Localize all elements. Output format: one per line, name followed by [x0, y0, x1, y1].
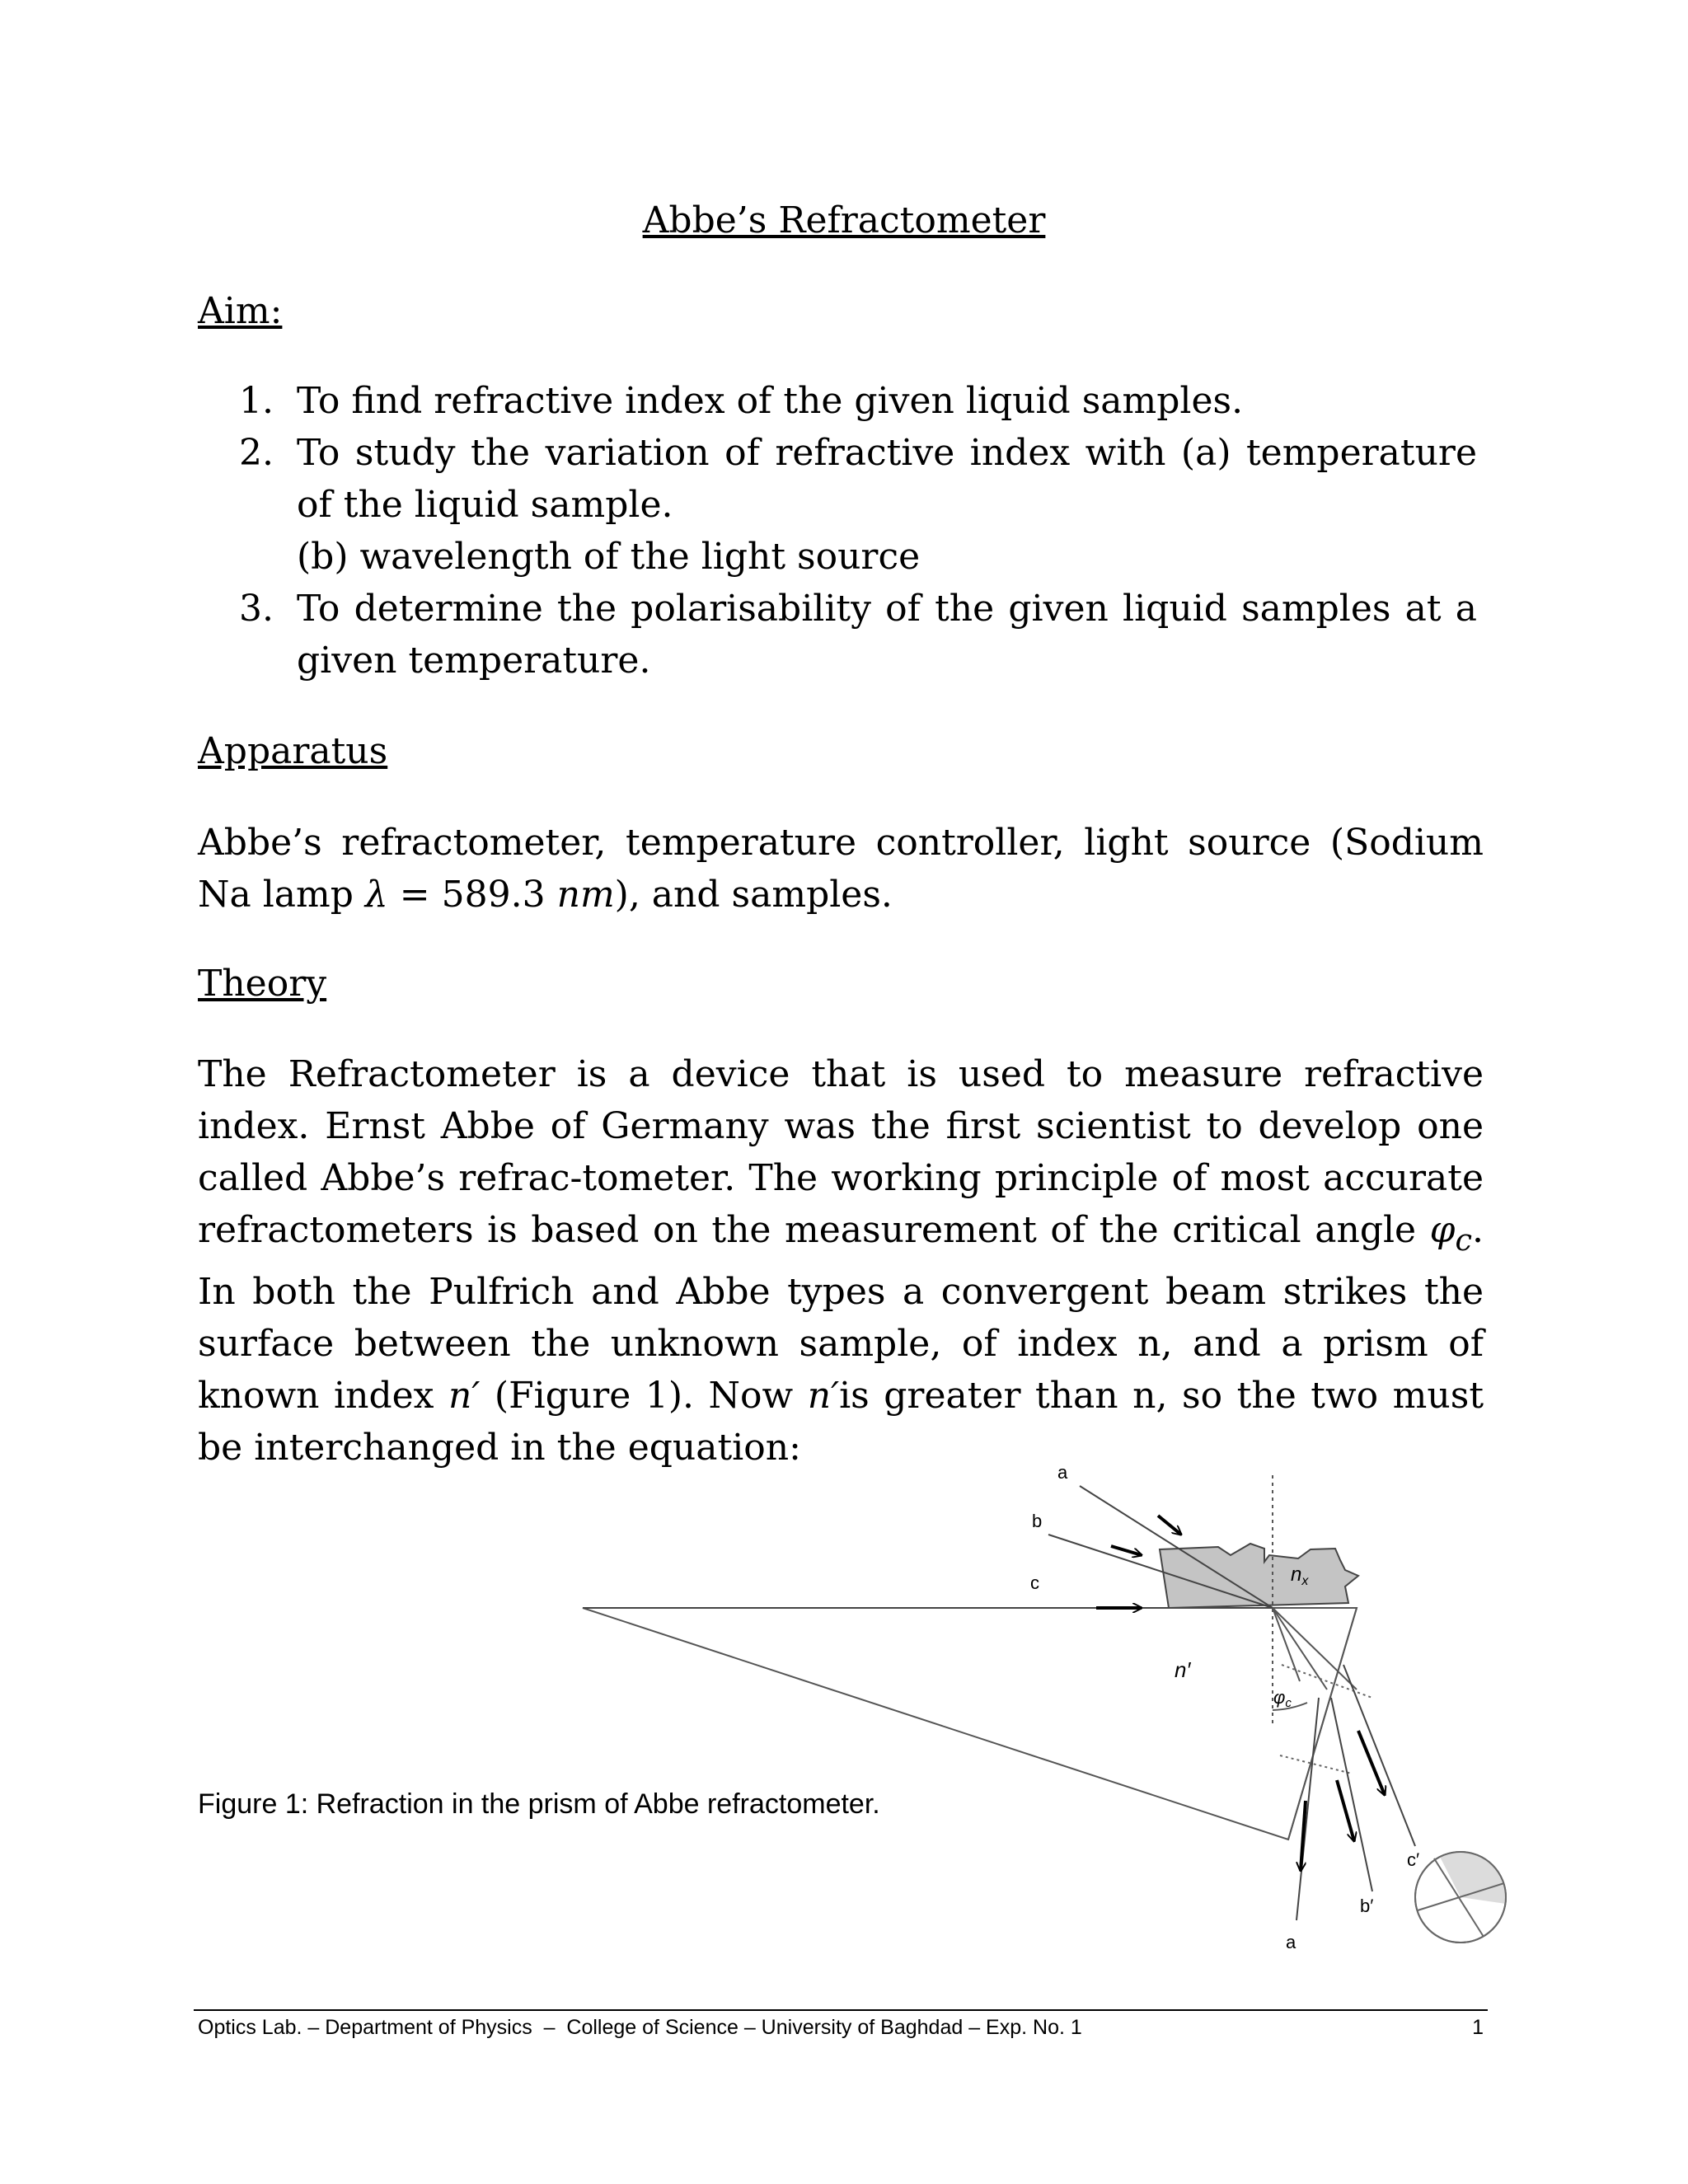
apparatus-text: Abbe’s refractometer, temperature controller, light source (Sodium Na lamp [198, 822, 1484, 916]
ray-a-out [1296, 1698, 1319, 1920]
label-nx-main: n [1291, 1563, 1302, 1586]
theory-text-2: . In both the Pulfrich and Abbe types a convergent beam strikes the surface between the unknown sample, of index n, and a prism of known index [198, 1209, 1484, 1417]
label-c-out: c′ [1407, 1849, 1420, 1870]
aim-item-number: 2. [239, 432, 274, 474]
arrow-b-out [1337, 1780, 1354, 1841]
arrow-c-out [1358, 1731, 1385, 1795]
apparatus-text-end: ), and samples. [614, 874, 893, 916]
label-phi-sub: c [1285, 1696, 1292, 1710]
label-c-in: c [1030, 1572, 1039, 1593]
ray-c-out [1343, 1665, 1415, 1846]
exit-normal-2 [1280, 1755, 1352, 1774]
page-title: Abbe’s Refractometer [642, 199, 1046, 241]
n-prime-symbol: n′ [448, 1374, 481, 1417]
wavelength-value: = 589.3 [387, 874, 557, 916]
phi-subscript: c [1455, 1221, 1472, 1258]
theory-heading: Theory [198, 963, 327, 1005]
label-a-in: a [1057, 1462, 1068, 1483]
label-n-prime: n′ [1175, 1657, 1191, 1682]
label-b-in: b [1032, 1511, 1043, 1531]
lambda-symbol: λ [364, 874, 388, 916]
arrow-a-in [1158, 1516, 1181, 1535]
label-phi [1273, 1687, 1292, 1710]
n-prime-symbol-2: n′ [807, 1374, 840, 1417]
ray-b-out [1331, 1698, 1372, 1891]
wavelength-unit: nm [556, 874, 615, 916]
apparatus-heading: Apparatus [198, 730, 388, 772]
ray-b-refracted [1273, 1608, 1327, 1690]
label-b-out: b′ [1360, 1896, 1374, 1916]
theory-text-4: is greater than n, so the two must be interchanged in the equation: [198, 1374, 1484, 1469]
footer-text: Optics Lab. – Department of Physics – College of Science – University of Baghdad – Exp. No. 1 [198, 2016, 1082, 2039]
label-phi-main: φ [1273, 1687, 1286, 1708]
aim-item-number: 3. [239, 588, 274, 630]
phi-symbol: φ [1429, 1209, 1456, 1251]
page-number: 1 [1472, 2016, 1484, 2039]
aim-heading: Aim: [198, 290, 283, 332]
arrow-b-in [1111, 1546, 1142, 1555]
prism-exit-face [1288, 1608, 1357, 1840]
aim-item-2-sub: (b) wavelength of the light source [297, 536, 921, 578]
theory-text-3: (Figure 1). Now [480, 1374, 794, 1417]
theory-text-1: The Refractometer is a device that is used to measure refractive index. Ernst Abbe of Germany was the first scientist to develop one called Abbe’s refrac-tometer. The working principle of most accurate refractometers is based on the measurement of the critical angle [198, 1053, 1484, 1251]
label-a-out: a [1286, 1932, 1296, 1952]
sample-block [1160, 1544, 1358, 1608]
aim-item-text: To find refractive index of the given liquid samples. [297, 380, 1244, 422]
aim-item-text: To determine the polarisability of the given liquid samples at a given temperature. [297, 588, 1477, 682]
figure-caption: Figure 1: Refraction in the prism of Abbe refractometer. [198, 1788, 880, 1820]
footer-rule [194, 2009, 1488, 2011]
aim-item-number: 1. [239, 380, 274, 422]
ray-a-refracted [1273, 1608, 1300, 1681]
aim-item-2-text: To study the variation of refractive index with (a) temperature of the liquid sample. [297, 432, 1477, 526]
label-nx-sub: x [1301, 1574, 1309, 1588]
